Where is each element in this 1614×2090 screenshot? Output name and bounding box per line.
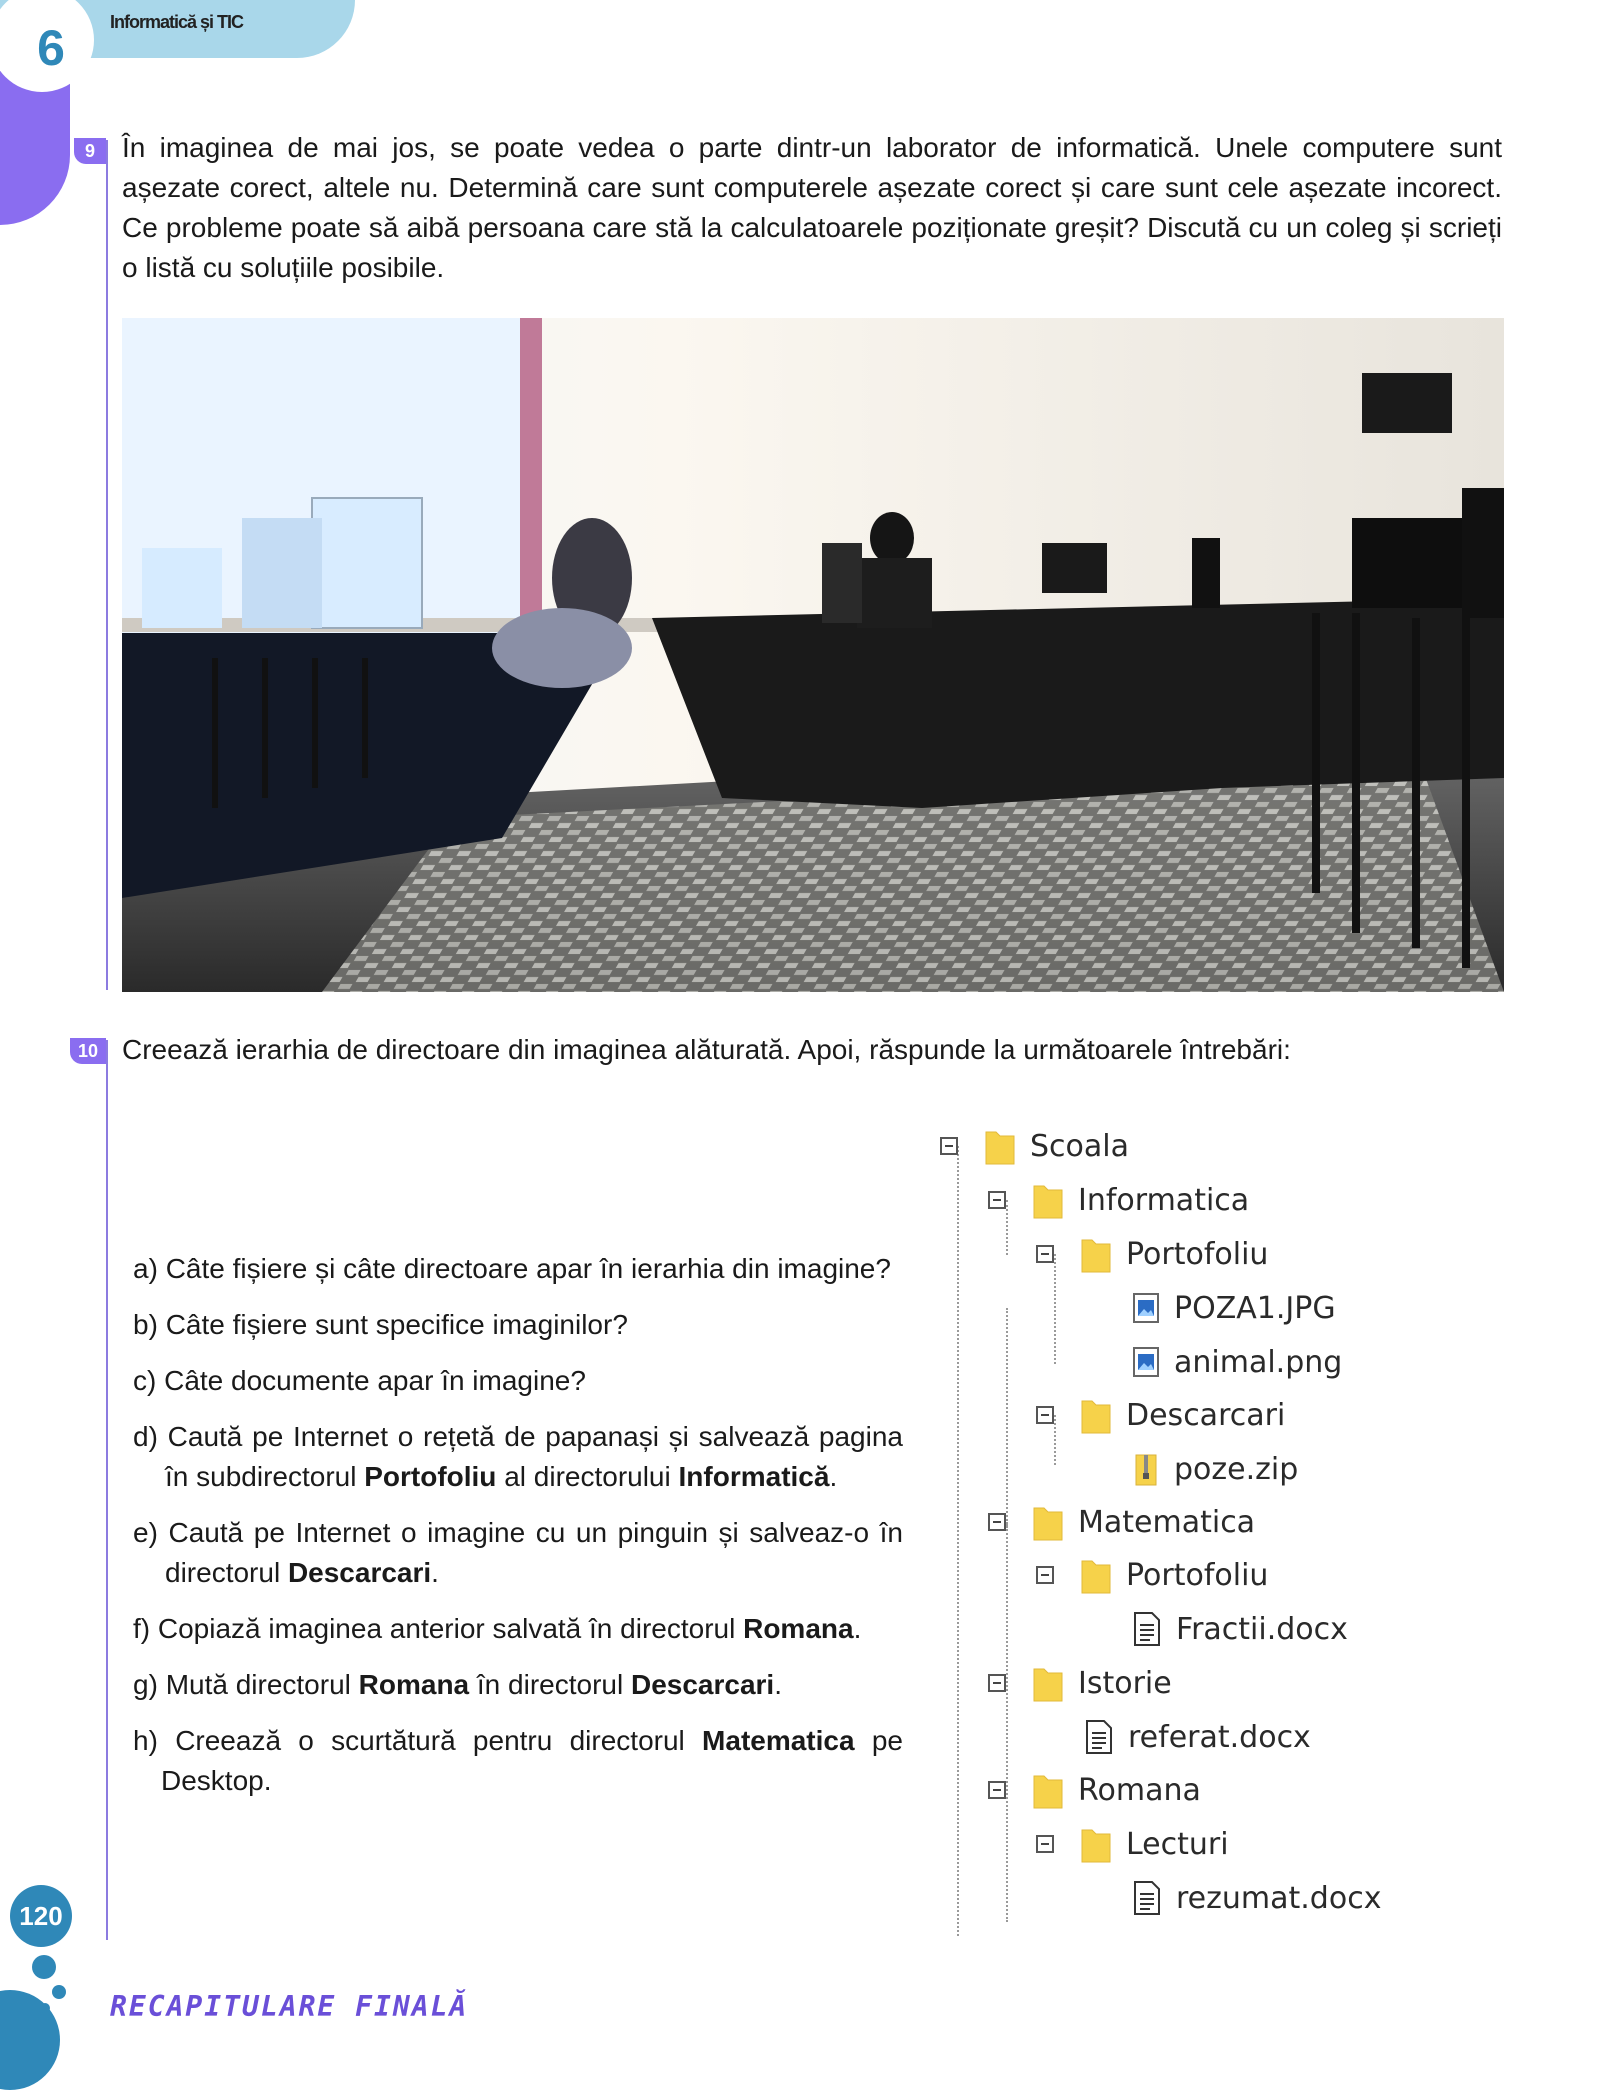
folder-icon — [1080, 1234, 1112, 1274]
exercise-9-number: 9 — [74, 138, 106, 164]
collapse-icon[interactable] — [1036, 1566, 1054, 1584]
collapse-icon[interactable] — [988, 1781, 1006, 1799]
folder-icon — [1032, 1180, 1064, 1220]
folder-icon — [1032, 1663, 1064, 1703]
question-h: h) Creează o scurtătură pentru directorul Matematica pe Desktop. — [133, 1725, 903, 1796]
collapse-icon[interactable] — [1036, 1835, 1054, 1853]
tree-node-portofoliu-matematica[interactable]: Portofoliu — [1036, 1553, 1268, 1597]
footer-corner-shape — [0, 1990, 60, 2090]
tree-node-matematica[interactable]: Matematica — [988, 1500, 1255, 1544]
question-a: a) Câte fișiere și câte directoare apar în ierarhia din imagine? — [133, 1253, 891, 1284]
tree-guide-line — [1006, 1522, 1008, 1922]
collapse-icon[interactable] — [940, 1137, 958, 1155]
folder-icon — [1080, 1555, 1112, 1595]
book-title: Informatică și TIC — [110, 12, 244, 32]
tree-node-istorie[interactable]: Istorie — [988, 1661, 1172, 1705]
image-file-icon — [1132, 1346, 1160, 1378]
tree-file-rezumat[interactable]: rezumat.docx — [1132, 1876, 1381, 1920]
tree-file-poza1[interactable]: POZA1.JPG — [1132, 1286, 1336, 1330]
question-d: d) Caută pe Internet o rețetă de papanași și salvează pagina în subdirectorul Portofoliu al directorului Informatică. — [133, 1421, 903, 1492]
section-title: RECAPITULARE FINALĂ — [110, 1990, 469, 2023]
question-e: e) Caută pe Internet o imagine cu un pinguin și salveaz-o în directorul Descarcari. — [133, 1517, 903, 1588]
exercise-9-text: În imaginea de mai jos, se poate vedea o parte dintr-un laborator de informatică. Unele computere sunt așezate corect, altele nu. Determină care sunt computerele așezate corect și care sunt cele așezate incorect. Ce probleme poate să aibă persoana care stă la calculatoarele poziționate greșit? Discută cu un coleg și scrieți o listă cu soluțiile posibile. — [122, 132, 1502, 283]
folder-icon — [1080, 1395, 1112, 1435]
tree-file-animal[interactable]: animal.png — [1132, 1340, 1342, 1384]
tree-node-lecturi[interactable]: Lecturi — [1036, 1822, 1229, 1866]
folder-icon — [1080, 1824, 1112, 1864]
chapter-number: 6 — [37, 20, 65, 76]
decorative-dot — [32, 1955, 56, 1979]
exercise-10-text: Creează ierarhia de directoare din imaginea alăturată. Apoi, răspunde la următoarele întrebări: — [122, 1034, 1291, 1065]
folder-icon — [984, 1126, 1016, 1166]
folder-icon — [1032, 1502, 1064, 1542]
question-g: g) Mută directorul Romana în directorul Descarcari. — [133, 1669, 782, 1700]
tree-file-poze-zip[interactable]: poze.zip — [1132, 1447, 1298, 1491]
page-number: 120 — [10, 1885, 72, 1947]
document-file-icon — [1084, 1719, 1114, 1755]
chapter-badge — [0, 0, 94, 92]
tree-guide-line — [1006, 1308, 1008, 1528]
tree-node-descarcari[interactable]: Descarcari — [1036, 1393, 1285, 1437]
tree-node-informatica[interactable]: Informatica — [988, 1178, 1249, 1222]
tree-node-scoala[interactable]: Scoala — [940, 1124, 1129, 1168]
question-f: f) Copiază imaginea anterior salvată în directorul Romana. — [133, 1613, 862, 1644]
decorative-dot — [52, 1985, 66, 1999]
collapse-icon[interactable] — [988, 1191, 1006, 1209]
exercise-10-rule — [106, 1040, 108, 1940]
tree-file-referat[interactable]: referat.docx — [1084, 1715, 1311, 1759]
directory-tree — [940, 1122, 1410, 1942]
question-c: c) Câte documente apar în imagine? — [133, 1365, 586, 1396]
document-file-icon — [1132, 1611, 1162, 1647]
exercise-10-number: 10 — [70, 1038, 106, 1064]
computer-lab-illustration — [122, 318, 1504, 992]
collapse-icon[interactable] — [1036, 1406, 1054, 1424]
computer-lab-photo — [122, 318, 1504, 992]
tree-node-romana[interactable]: Romana — [988, 1768, 1201, 1812]
zip-file-icon — [1132, 1451, 1160, 1487]
collapse-icon[interactable] — [988, 1674, 1006, 1692]
tree-guide-line — [957, 1146, 959, 1936]
tree-node-portofoliu-informatica[interactable]: Portofoliu — [1036, 1232, 1268, 1276]
collapse-icon[interactable] — [1036, 1245, 1054, 1263]
image-file-icon — [1132, 1292, 1160, 1324]
document-file-icon — [1132, 1880, 1162, 1916]
folder-icon — [1032, 1770, 1064, 1810]
question-b: b) Câte fișiere sunt specifice imaginilor? — [133, 1309, 628, 1340]
tree-file-fractii[interactable]: Fractii.docx — [1132, 1607, 1348, 1651]
collapse-icon[interactable] — [988, 1513, 1006, 1531]
exercise-9-rule — [106, 140, 108, 990]
